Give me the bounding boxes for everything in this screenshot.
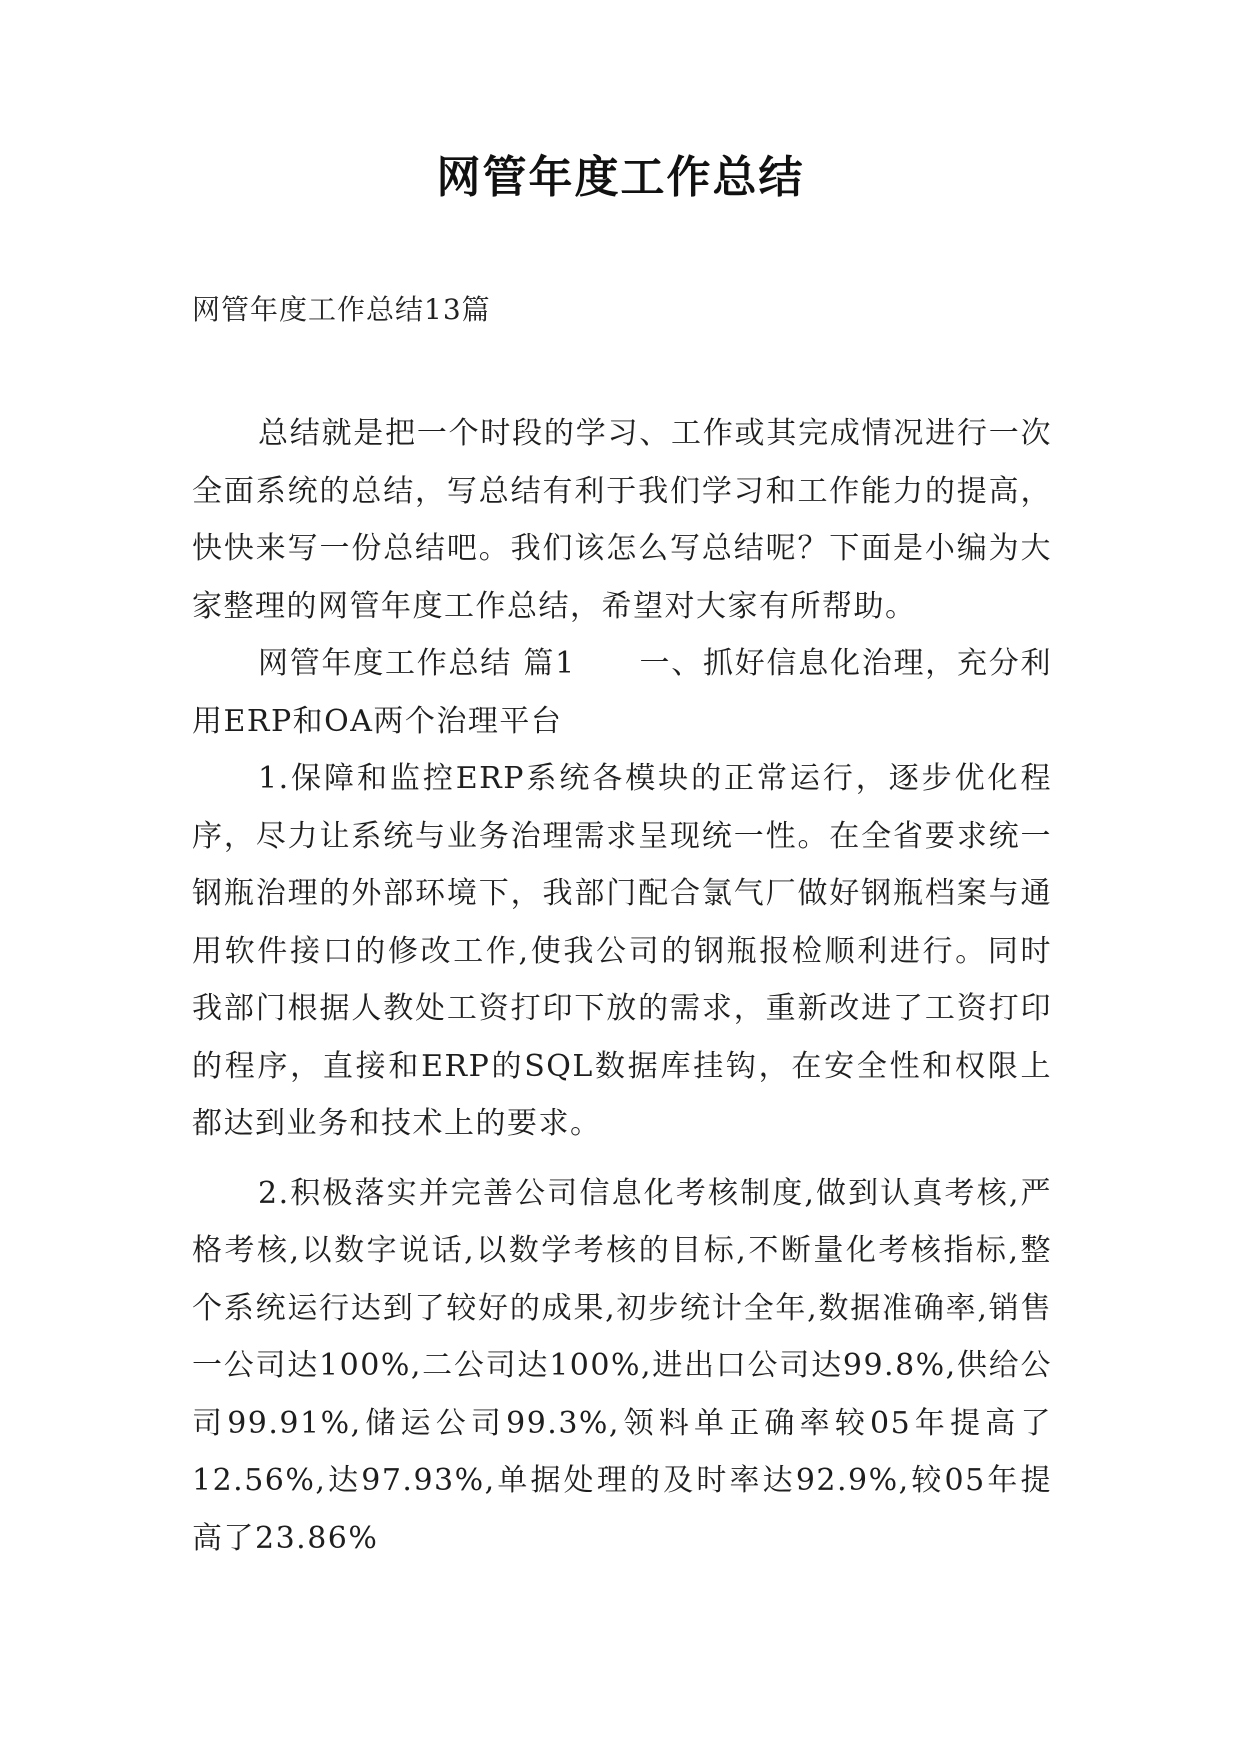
document-body [192, 405, 1052, 1567]
page-title: 网管年度工作总结 [436, 152, 805, 203]
document-subtitle: 网管年度工作总结13篇 [192, 293, 491, 326]
paragraph-intro: 总结就是把一个时段的学习、工作或其完成情况进行一次全面系统的总结，写总结有利于我们学习和工作能力的提高，快快来写一份总结吧。我们该怎么写总结呢？下面是小编为大家整理的网管年度工作总结，希望对大家有所帮助。 [192, 416, 1052, 624]
paragraph-section-1-heading: 网管年度工作总结 篇1 一、抓好信息化治理，充分利用ERP和OA两个治理平台 [192, 646, 1052, 739]
paragraph-item-1: 1.保障和监控ERP系统各模块的正常运行，逐步优化程序，尽力让系统与业务治理需求呈现统一性。在全省要求统一钢瓶治理的外部环境下，我部门配合氯气厂做好钢瓶档案与通用软件接口的修改工作,使我公司的钢瓶报检顺利进行。同时我部门根据人教处工资打印下放的需求，重新改进了工资打印的程序，直接和ERP的SQL数据库挂钩，在安全性和权限上都达到业务和技术上的要求。 [192, 761, 1052, 1141]
paragraph-item-2: 2.积极落实并完善公司信息化考核制度,做到认真考核,严格考核,以数字说话,以数学考核的目标,不断量化考核指标,整个系统运行达到了较好的成果,初步统计全年,数据准确率,销售一公司达100%,二公司达100%,进出口公司达99.8%,供给公司99.91%,储运公司99.3%,领料单正确率较05年提高了12.56%,达97.93%,单据处理的及时率达92.9%,较05年提高了23.86% [192, 1175, 1052, 1556]
